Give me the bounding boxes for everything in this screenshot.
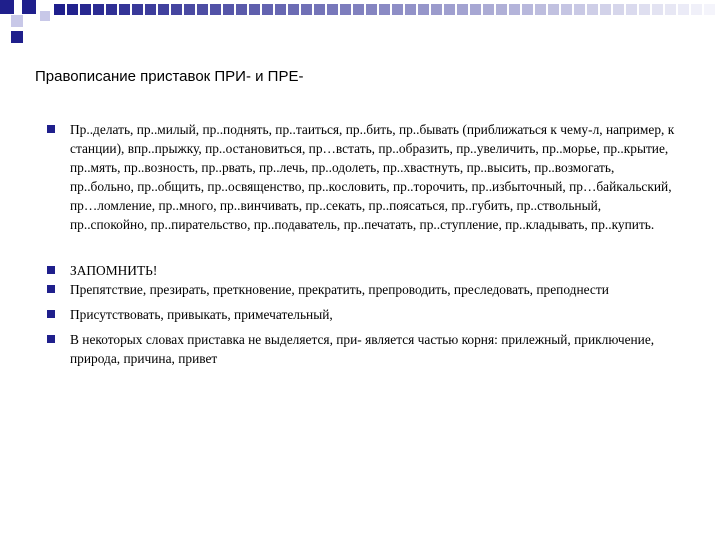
list-item — [40, 280, 680, 299]
gradient-square — [197, 4, 208, 15]
gradient-square-row — [54, 0, 720, 20]
gradient-square — [379, 4, 390, 15]
gradient-square — [119, 4, 130, 15]
gradient-square — [509, 4, 520, 15]
gradient-square — [236, 4, 247, 15]
gradient-square — [639, 4, 650, 15]
gradient-square — [249, 4, 260, 15]
gradient-square — [457, 4, 468, 15]
list-item — [40, 305, 680, 324]
gradient-square — [587, 4, 598, 15]
list-item — [40, 120, 680, 235]
gradient-square — [262, 4, 273, 15]
gradient-square — [678, 4, 689, 15]
square-bullet-icon — [47, 285, 55, 293]
list-item-text: ЗАПОМНИТЬ! — [70, 262, 158, 278]
bullet-list — [40, 120, 680, 368]
gradient-square — [444, 4, 455, 15]
square-bullet-icon — [47, 335, 55, 343]
gradient-square — [288, 4, 299, 15]
gradient-square — [171, 4, 182, 15]
gradient-square — [327, 4, 338, 15]
gradient-square — [223, 4, 234, 15]
gradient-square — [496, 4, 507, 15]
gradient-square — [340, 4, 351, 15]
list-item-text: Присутствовать, привыкать, примечательный, — [70, 306, 333, 322]
gradient-square — [704, 4, 715, 15]
gradient-square — [483, 4, 494, 15]
gradient-square — [275, 4, 286, 15]
gradient-square — [418, 4, 429, 15]
gradient-square — [691, 4, 702, 15]
navy-square — [11, 31, 23, 43]
square-bullet-icon — [47, 125, 55, 133]
gradient-square — [80, 4, 91, 15]
navy-square — [22, 0, 36, 14]
gradient-square — [613, 4, 624, 15]
list-item-text: Пр..делать, пр..милый, пр..поднять, пр..таиться, пр..бить, пр..бывать (приближаться к чему-л, например, к станции), впр..прыжку, пр..остановиться, пр…встать, пр..образить, пр..увеличить, пр..морье, пр..крытие, пр..мять, пр..возность, пр..рвать, пр..лечь, пр..одолеть, пр..хвастнуть, пр..высить, пр..возмогать, пр..больно, пр..общить, пр..освященство, пр..кословить, пр..торочить, пр..избыточный, пр…байкальский, пр…ломление, пр..много, пр..винчивать, пр..секать, пр..поясаться, пр..губить, пр..ствольный, пр..спокойно, пр..пирательство, пр..подаватель, пр..печатать, пр..ступление, пр..кладывать, пр..купить. — [70, 122, 675, 233]
gradient-square — [158, 4, 169, 15]
gradient-square — [54, 4, 65, 15]
list-item-text: В некоторых словах приставка не выделяется, при- является частью корня: прилежный, приключение, природа, причина, привет — [70, 331, 655, 366]
gradient-square — [392, 4, 403, 15]
list-item-text: Препятствие, презирать, преткновение, прекратить, препроводить, преследовать, преподнести — [70, 281, 609, 297]
gradient-square — [353, 4, 364, 15]
gradient-square — [561, 4, 572, 15]
gradient-square — [210, 4, 221, 15]
gradient-square — [522, 4, 533, 15]
page-title: Правописание приставок ПРИ- и ПРЕ- — [35, 68, 304, 85]
lavender-square — [40, 11, 50, 21]
navy-square — [0, 0, 14, 14]
list-item — [40, 330, 680, 368]
gradient-square — [145, 4, 156, 15]
gradient-square — [548, 4, 559, 15]
gradient-square — [665, 4, 676, 15]
gradient-square — [535, 4, 546, 15]
square-bullet-icon — [47, 266, 55, 274]
gradient-square — [366, 4, 377, 15]
gradient-square — [470, 4, 481, 15]
gradient-square — [626, 4, 637, 15]
lavender-square — [11, 15, 23, 27]
gradient-square — [132, 4, 143, 15]
gradient-square — [574, 4, 585, 15]
gradient-square — [314, 4, 325, 15]
gradient-square — [67, 4, 78, 15]
gradient-square — [301, 4, 312, 15]
gradient-square — [93, 4, 104, 15]
gradient-square — [106, 4, 117, 15]
gradient-square — [184, 4, 195, 15]
gradient-square — [600, 4, 611, 15]
square-bullet-icon — [47, 310, 55, 318]
gradient-square — [652, 4, 663, 15]
list-item — [40, 261, 680, 280]
decorative-header-band — [0, 0, 720, 50]
gradient-square — [431, 4, 442, 15]
gradient-square — [405, 4, 416, 15]
